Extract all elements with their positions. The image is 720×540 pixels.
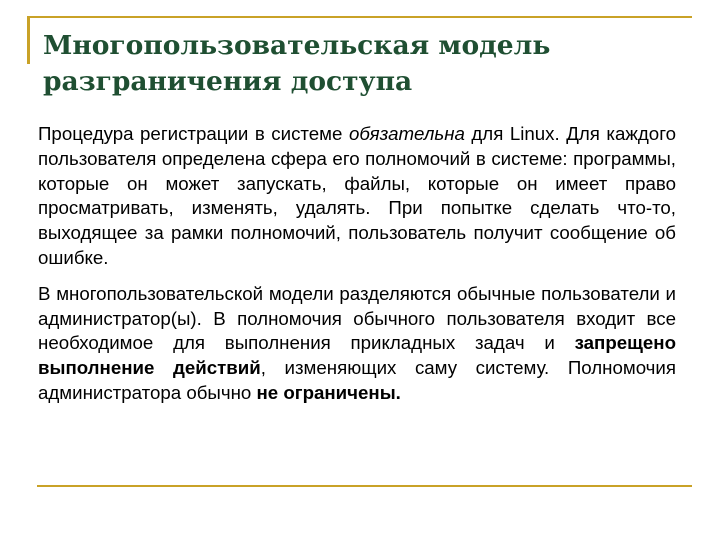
paragraph-1 xyxy=(38,122,676,271)
p2-bold-1: запрещено выполнение действий xyxy=(38,332,676,379)
bottom-rule xyxy=(37,485,692,487)
p2-text-a: В многопользовательской модели разделяются обычные пользователи и администратор(ы). В полномочия обычного пользователя входит все необходимое для выполнения прикладных задач и xyxy=(38,282,676,354)
p1-italic: обязательна xyxy=(348,123,465,144)
title-line-1: Многопользовательская модель xyxy=(43,30,551,61)
p1-text-a: Процедура регистрации в системе xyxy=(38,123,349,144)
title-line-2: разграничения доступа xyxy=(43,66,413,97)
paragraph-2 xyxy=(38,282,676,406)
slide-body xyxy=(38,122,676,406)
p1-text-c: для Linux. Для каждого пользователя определена сфера его полномочий в системе: программы, которые он может запускать, файлы, которые он имеет право просматривать, изменять, удалять. При попытке сделать что-то, выходящее за рамки полномочий, пользователь получит сообщение об ошибке. xyxy=(38,123,676,268)
left-rule xyxy=(27,16,30,64)
top-rule xyxy=(27,16,692,18)
p2-text-c: , изменяющих саму систему. Полномочия администратора обычно xyxy=(38,357,676,403)
slide-title xyxy=(43,28,683,100)
p2-bold-2: не ограничены. xyxy=(256,381,401,403)
